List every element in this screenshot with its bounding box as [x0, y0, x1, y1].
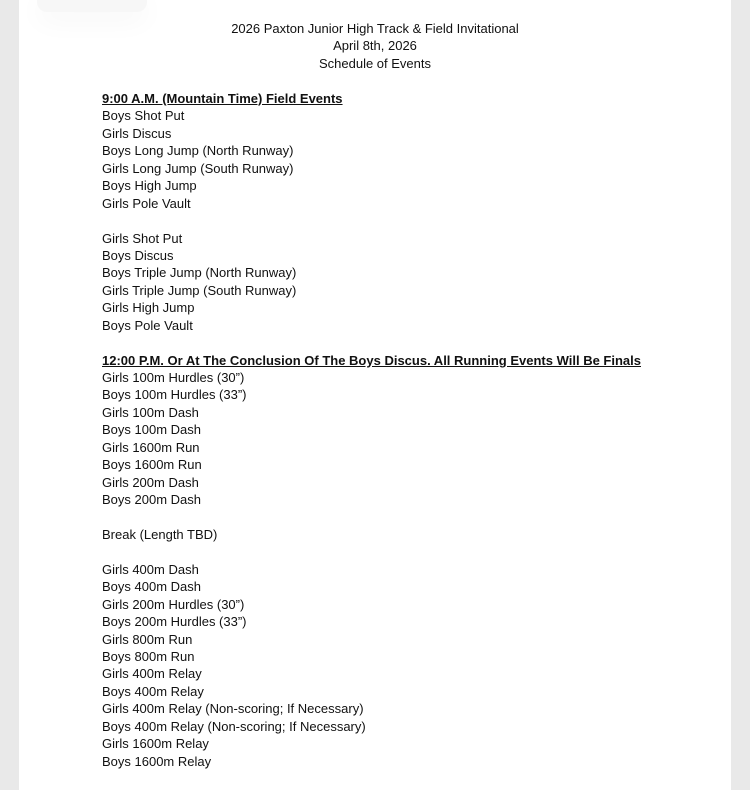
running-events-heading: 12:00 P.M. Or At The Conclusion Of The Boys Discus. All Running Events Will Be Finals [102, 352, 641, 368]
event-item: Boys 1600m Run [102, 457, 202, 473]
event-item: Girls Pole Vault [102, 195, 191, 211]
spacer [102, 543, 722, 560]
scroll-tab [37, 0, 147, 12]
event-item: Girls 200m Dash [102, 474, 199, 490]
event-item: Boys 800m Run [102, 649, 195, 664]
event-item: Boys 200m Hurdles (33”) [102, 614, 247, 630]
spacer [102, 509, 722, 526]
event-item: Boys 1600m Relay [102, 753, 212, 769]
event-item: Boys Pole Vault [102, 317, 193, 333]
event-item: Girls Long Jump (South Runway) [102, 160, 294, 176]
event-item: Girls Triple Jump (South Runway) [102, 282, 297, 298]
spacer [102, 334, 722, 351]
break-note: Break (Length TBD) [102, 526, 218, 542]
event-item: Girls 400m Relay [102, 666, 202, 682]
event-item: Girls 800m Run [102, 631, 193, 647]
spacer [102, 212, 722, 229]
event-item: Girls Shot Put [102, 230, 183, 246]
event-item: Boys 100m Hurdles (33”) [102, 387, 247, 403]
event-item: Boys 400m Relay [102, 683, 204, 699]
running-events-group-1 [102, 369, 722, 509]
event-item: Boys 200m Dash [102, 492, 201, 508]
event-item: Girls Discus [102, 125, 172, 141]
field-events-group-1 [102, 107, 722, 212]
event-item: Boys High Jump [102, 178, 197, 194]
schedule-content [102, 90, 722, 770]
event-item: Boys 100m Dash [102, 422, 201, 438]
event-item: Girls 400m Relay (Non-scoring; If Necessary) [102, 701, 364, 717]
field-events-group-2 [102, 230, 722, 335]
event-item: Girls 100m Hurdles (30”) [102, 370, 245, 385]
event-item: Girls High Jump [102, 300, 195, 316]
event-item: Girls 1600m Run [102, 439, 200, 455]
event-item: Girls 400m Dash [102, 561, 199, 577]
running-events-group-2 [102, 561, 722, 770]
event-item: Boys Long Jump (North Runway) [102, 143, 294, 159]
schedule-subtitle: Schedule of Events [318, 55, 432, 71]
field-events-heading: 9:00 A.M. (Mountain Time) Field Events [102, 91, 343, 106]
event-item: Boys 400m Relay (Non-scoring; If Necessary) [102, 718, 366, 734]
event-item: Girls 1600m Relay [102, 736, 209, 752]
event-item: Boys Triple Jump (North Runway) [102, 265, 297, 281]
meet-title: 2026 Paxton Junior High Track & Field Invitational [231, 21, 519, 36]
event-item: Boys Shot Put [102, 108, 185, 124]
event-item: Boys Discus [102, 247, 174, 263]
meet-date: April 8th, 2026 [333, 38, 417, 54]
event-item: Girls 100m Dash [102, 404, 199, 420]
event-item: Girls 200m Hurdles (30”) [102, 596, 245, 612]
event-item: Boys 400m Dash [102, 579, 201, 595]
document-header [0, 20, 750, 72]
